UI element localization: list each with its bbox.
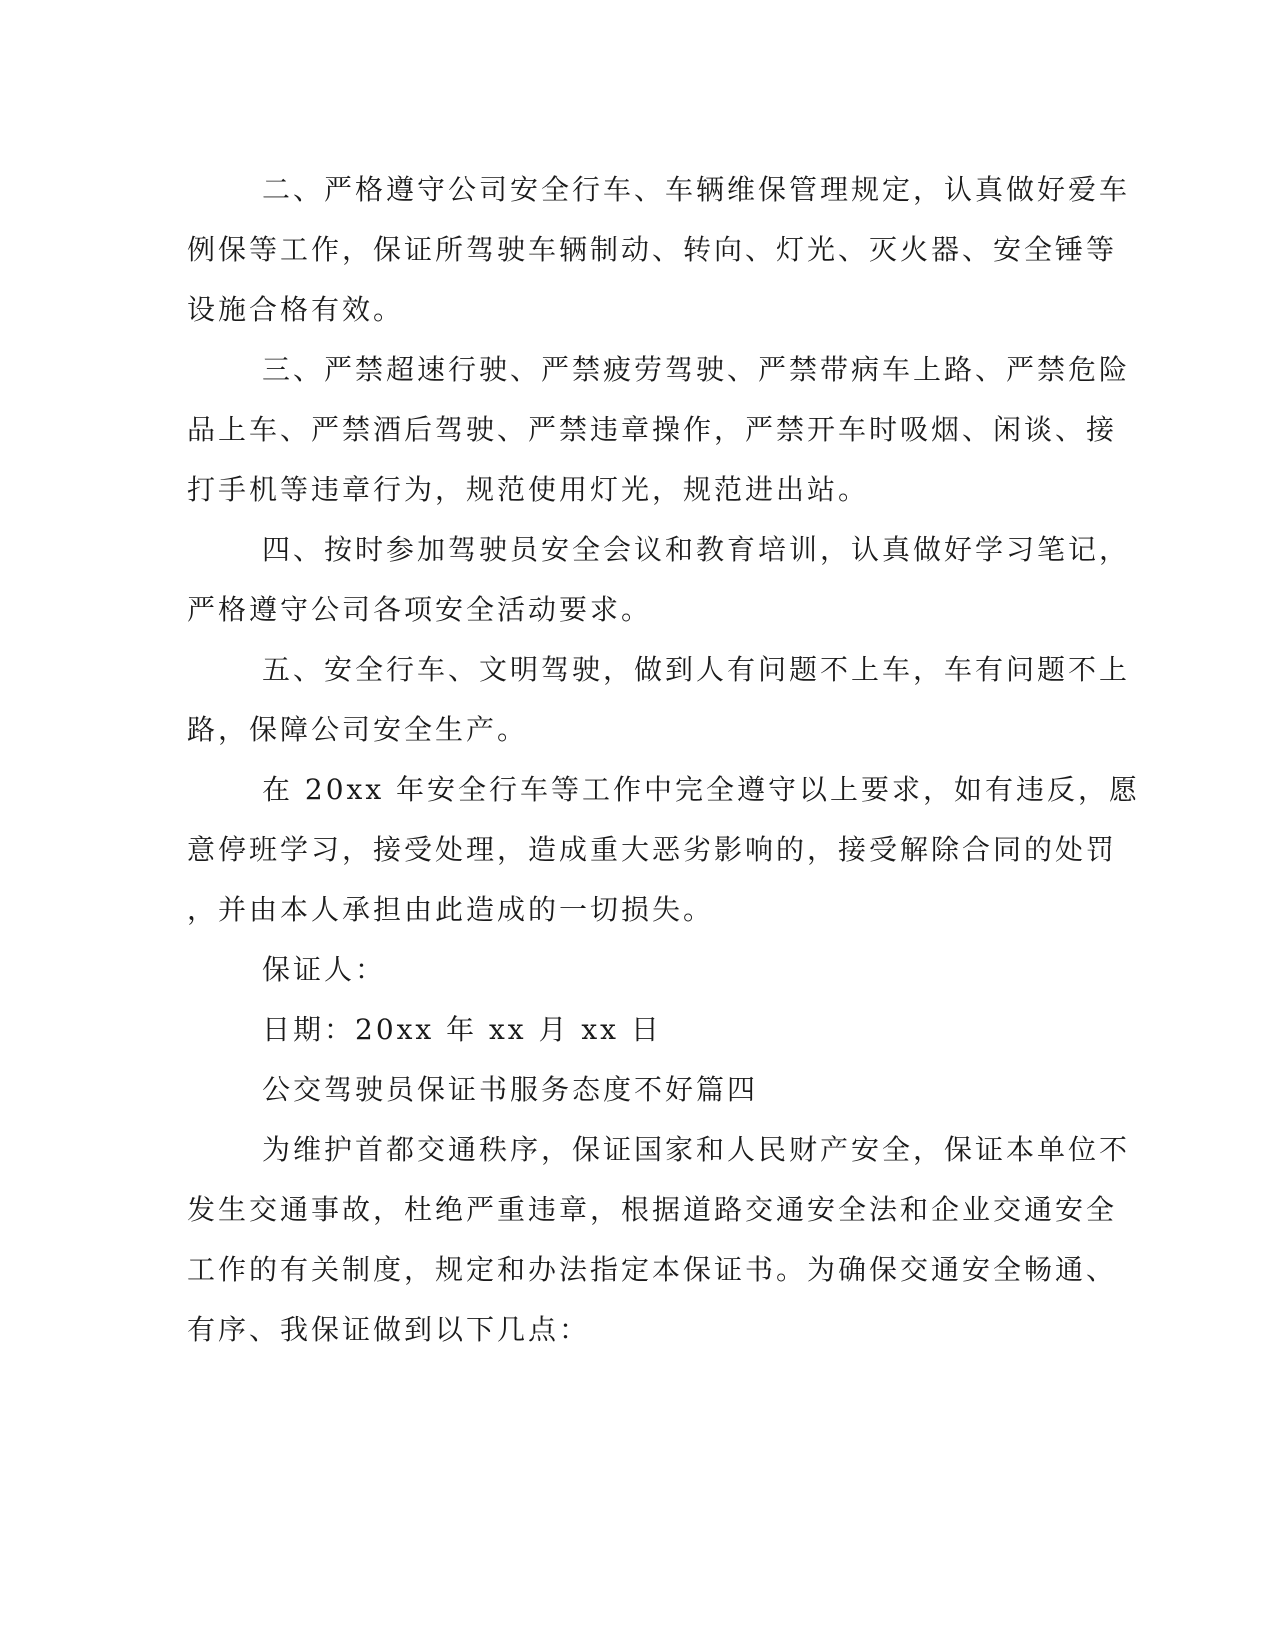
guarantor-label: 保证人：: [262, 953, 387, 986]
text-line: 为维护首都交通秩序，保证国家和人民财产安全，保证本单位不: [262, 1133, 1131, 1166]
section-heading: [187, 1060, 1077, 1120]
text-line: 意停班学习，接受处理，造成重大恶劣影响的，接受解除合同的处罚: [187, 833, 1118, 866]
text-line: 发生交通事故，杜绝严重违章，根据道路交通安全法和企业交通安全: [187, 1193, 1118, 1226]
text-line: 有序、我保证做到以下几点：: [187, 1313, 591, 1346]
text-line: 品上车、严禁酒后驾驶、严禁违章操作，严禁开车时吸烟、闲谈、接: [187, 413, 1118, 446]
document-body: [187, 160, 1141, 1360]
section-title: 公交驾驶员保证书服务态度不好篇四: [262, 1073, 759, 1106]
paragraph-commitment: [187, 760, 1141, 940]
text-line: 严格遵守公司各项安全活动要求。: [187, 593, 653, 626]
text-line: ，并由本人承担由此造成的一切损失。: [187, 893, 715, 926]
text-line: 在 20xx 年安全行车等工作中完全遵守以上要求，如有违反，愿: [262, 773, 1141, 806]
text-line: 工作的有关制度，规定和办法指定本保证书。为确保交通安全畅通、: [187, 1253, 1118, 1286]
text-line: 三、严禁超速行驶、严禁疲劳驾驶、严禁带病车上路、严禁危险: [262, 353, 1131, 386]
text-line: 五、安全行车、文明驾驶，做到人有问题不上车，车有问题不上: [262, 653, 1131, 686]
paragraph-item-5: [187, 640, 1131, 760]
text-line: 二、严格遵守公司安全行车、车辆维保管理规定，认真做好爱车: [262, 173, 1131, 206]
text-line: 四、按时参加驾驶员安全会议和教育培训，认真做好学习笔记，: [262, 533, 1131, 566]
paragraph-item-3: [187, 340, 1131, 520]
paragraph-item-2: [187, 160, 1131, 340]
guarantor-line: [187, 940, 1077, 1000]
text-line: 例保等工作，保证所驾驶车辆制动、转向、灯光、灭火器、安全锤等: [187, 233, 1118, 266]
date-label: 日期：20xx 年 xx 月 xx 日: [262, 1013, 662, 1046]
text-line: 设施合格有效。: [187, 293, 405, 326]
paragraph-item-4: [187, 520, 1131, 640]
text-line: 路，保障公司安全生产。: [187, 713, 529, 746]
date-line: [187, 1000, 1077, 1060]
paragraph-intro: [187, 1120, 1131, 1360]
text-line: 打手机等违章行为，规范使用灯光，规范进出站。: [187, 473, 870, 506]
